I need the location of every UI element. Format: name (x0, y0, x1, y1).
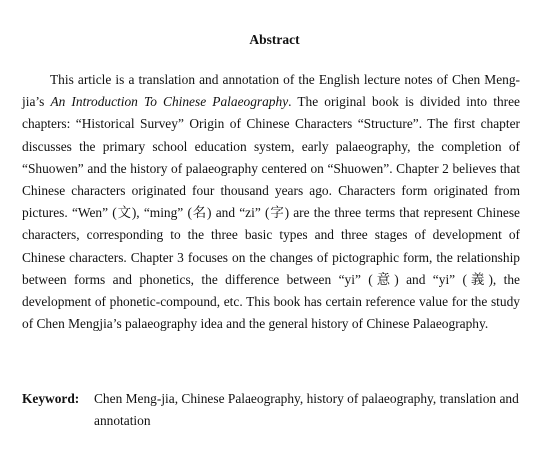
book-title: An Introduction To Chinese Palaeography (50, 94, 289, 110)
keywords-text: Chen Meng-jia, Chinese Palaeography, history of palaeography, translation and annotation (94, 391, 519, 429)
abstract-title: Abstract (249, 32, 300, 47)
abstract-text-part-2: . The original book is divided into three chapters: “Historical Survey” Origin of Chinese Characters “Structure”. The first chapter discusses the primary school education system, early palaeography, the completion of “Shuowen” and the history of palaeography centered on “Shuowen”. Chapter 2 believes that Chinese characters originated four thousand years ago. Characters form originated from pictures. “Wen” (文), “ming” (名) and “zi” (字) are the three terms that represent Chinese characters, corresponding to the three basic types and three stages of development of Chinese characters. Chapter 3 focuses on the changes of pictographic form, the relationship between forms and phonetics, the difference between “yi” (意) and “yi” (義), the development of phonetic-compound, etc. This book has certain reference value for the study of Chen Mengjia’s palaeography idea and the general history of Chinese Palaeography. (22, 94, 520, 332)
abstract-text-part-1: This article is a translation and annotation of the English lecture notes of Chen Meng-jia’s (22, 72, 520, 110)
keywords-block (22, 388, 520, 432)
abstract-paragraph (22, 69, 520, 335)
keywords-label: Keyword: (22, 391, 80, 406)
